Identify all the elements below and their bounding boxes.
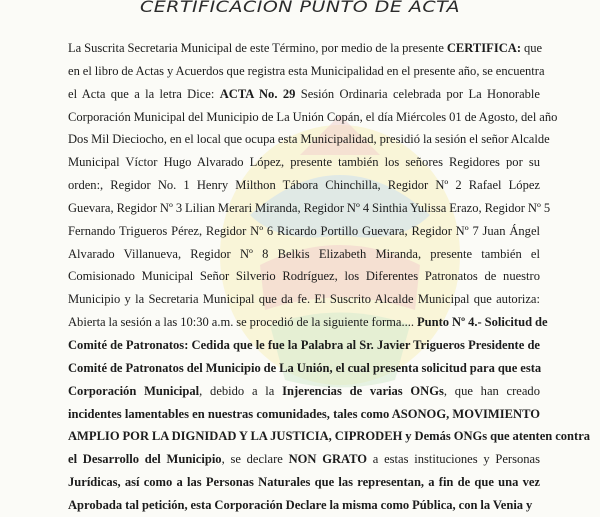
text-line [68,494,540,517]
text-segment: Abierta la sesión a las 10:30 a.m. se procedió de la siguiente forma.... [68,315,417,330]
bold-text-segment: Corporación Municipal [68,383,200,398]
text-segment: Corporación Municipal del Municipio de La Unión Copán, el día Miércoles 01 de Agosto, del año [68,109,558,124]
text-segment: La Suscrita Secretaria Municipal de este Término, por medio de la presente [68,41,447,55]
text-line [68,403,540,426]
text-line [68,448,540,471]
bold-text-segment: CERTIFICA: [446,41,522,55]
bold-text-segment: Injerencias de varias ONGs [282,383,444,398]
text-line [68,83,540,106]
text-line [68,334,540,357]
bold-text-segment: NON GRATO [288,452,368,467]
certificate-body-text [68,37,591,517]
text-segment: Comisionado Municipal Señor Silverio Rodríguez, los Diferentes Patronatos de nuestro [68,269,540,284]
text-segment: Municipal Víctor Hugo Alvarado López, presente también los señores Regidores por su [68,155,540,170]
text-line [68,357,540,380]
bold-text-segment: Comité de Patronatos del Municipio de La Unión, el cual presenta solicitud para que esta [68,360,542,375]
text-line [68,288,540,311]
text-line [68,60,545,83]
text-segment: Dos Mil Dieciocho, en el local que ocupa esta Municipalidad, presidió la sesión el señor Alcalde [68,132,550,147]
text-line [68,425,591,448]
text-line [68,174,540,197]
text-segment: Municipio y la Secretaria Municipal que da fe. El Suscrito Alcalde Municipal que autoriza: [68,292,540,307]
text-segment: , se declare [221,452,289,467]
page-title: CERTIFICACION PUNTO DE ACTA [139,0,461,17]
text-segment: Fernando Trigueros Pérez, Regidor Nº 6 Ricardo Portillo Guevara, Regidor Nº 7 Juan Ángel [68,223,540,238]
text-line [68,243,540,266]
text-segment: en el libro de Actas y Acuerdos que registra esta Municipalidad en el presente año, se encuentra [68,63,545,78]
text-segment: Alvarado Villanueva, Regidor Nº 8 Belkis Elizabeth Miranda, presente también el [68,246,540,261]
bold-text-segment: ACTA No. 29 [219,86,296,101]
bold-text-segment: Aprobada tal petición, esta Corporación Declare la misma como Pública, con la Venia y [68,497,533,512]
text-line [68,197,551,220]
text-segment: orden:, Regidor No. 1 Henry Milthon Tábora Chinchilla, Regidor Nº 2 Rafael López [68,178,540,193]
text-line [68,106,558,129]
bold-text-segment: Jurídicas, así como a las Personas Naturales que las representan, a fin de que una vez [68,475,540,490]
bold-text-segment: el Desarrollo del Municipio [68,452,222,467]
text-segment: , debido a la [199,383,283,398]
text-line [68,471,540,494]
text-segment: , que han creado [443,383,540,398]
text-segment: Sesión Ordinaria celebrada por La Honorable [295,86,540,101]
bold-text-segment: incidentes lamentables en nuestras comunidades, tales como ASONOG, MOVIMIENTO [68,406,540,421]
text-line [68,311,548,334]
text-segment: el Acta que a la letra Dice: [68,86,220,101]
text-line [68,380,540,403]
text-line [68,128,550,151]
bold-text-segment: AMPLIO POR LA DIGNIDAD Y LA JUSTICIA, CIPRODEH y Demás ONGs que atenten contra [68,429,591,444]
text-line [68,220,540,243]
text-segment: que [521,41,543,55]
text-line [68,37,543,60]
text-line [68,151,540,174]
bold-text-segment: Punto Nº 4.- Solicitud de [416,315,548,330]
text-segment: a estas instituciones y Personas [367,452,540,467]
text-line [68,265,540,288]
text-segment: Guevara, Regidor Nº 3 Lilian Merari Miranda, Regidor Nº 4 Sinthia Yulissa Erazo, Regidor Nº 5 [68,200,551,215]
bold-text-segment: Comité de Patronatos: Cedida que le fue la Palabra al Sr. Javier Trigueros Presidente de [68,337,540,352]
